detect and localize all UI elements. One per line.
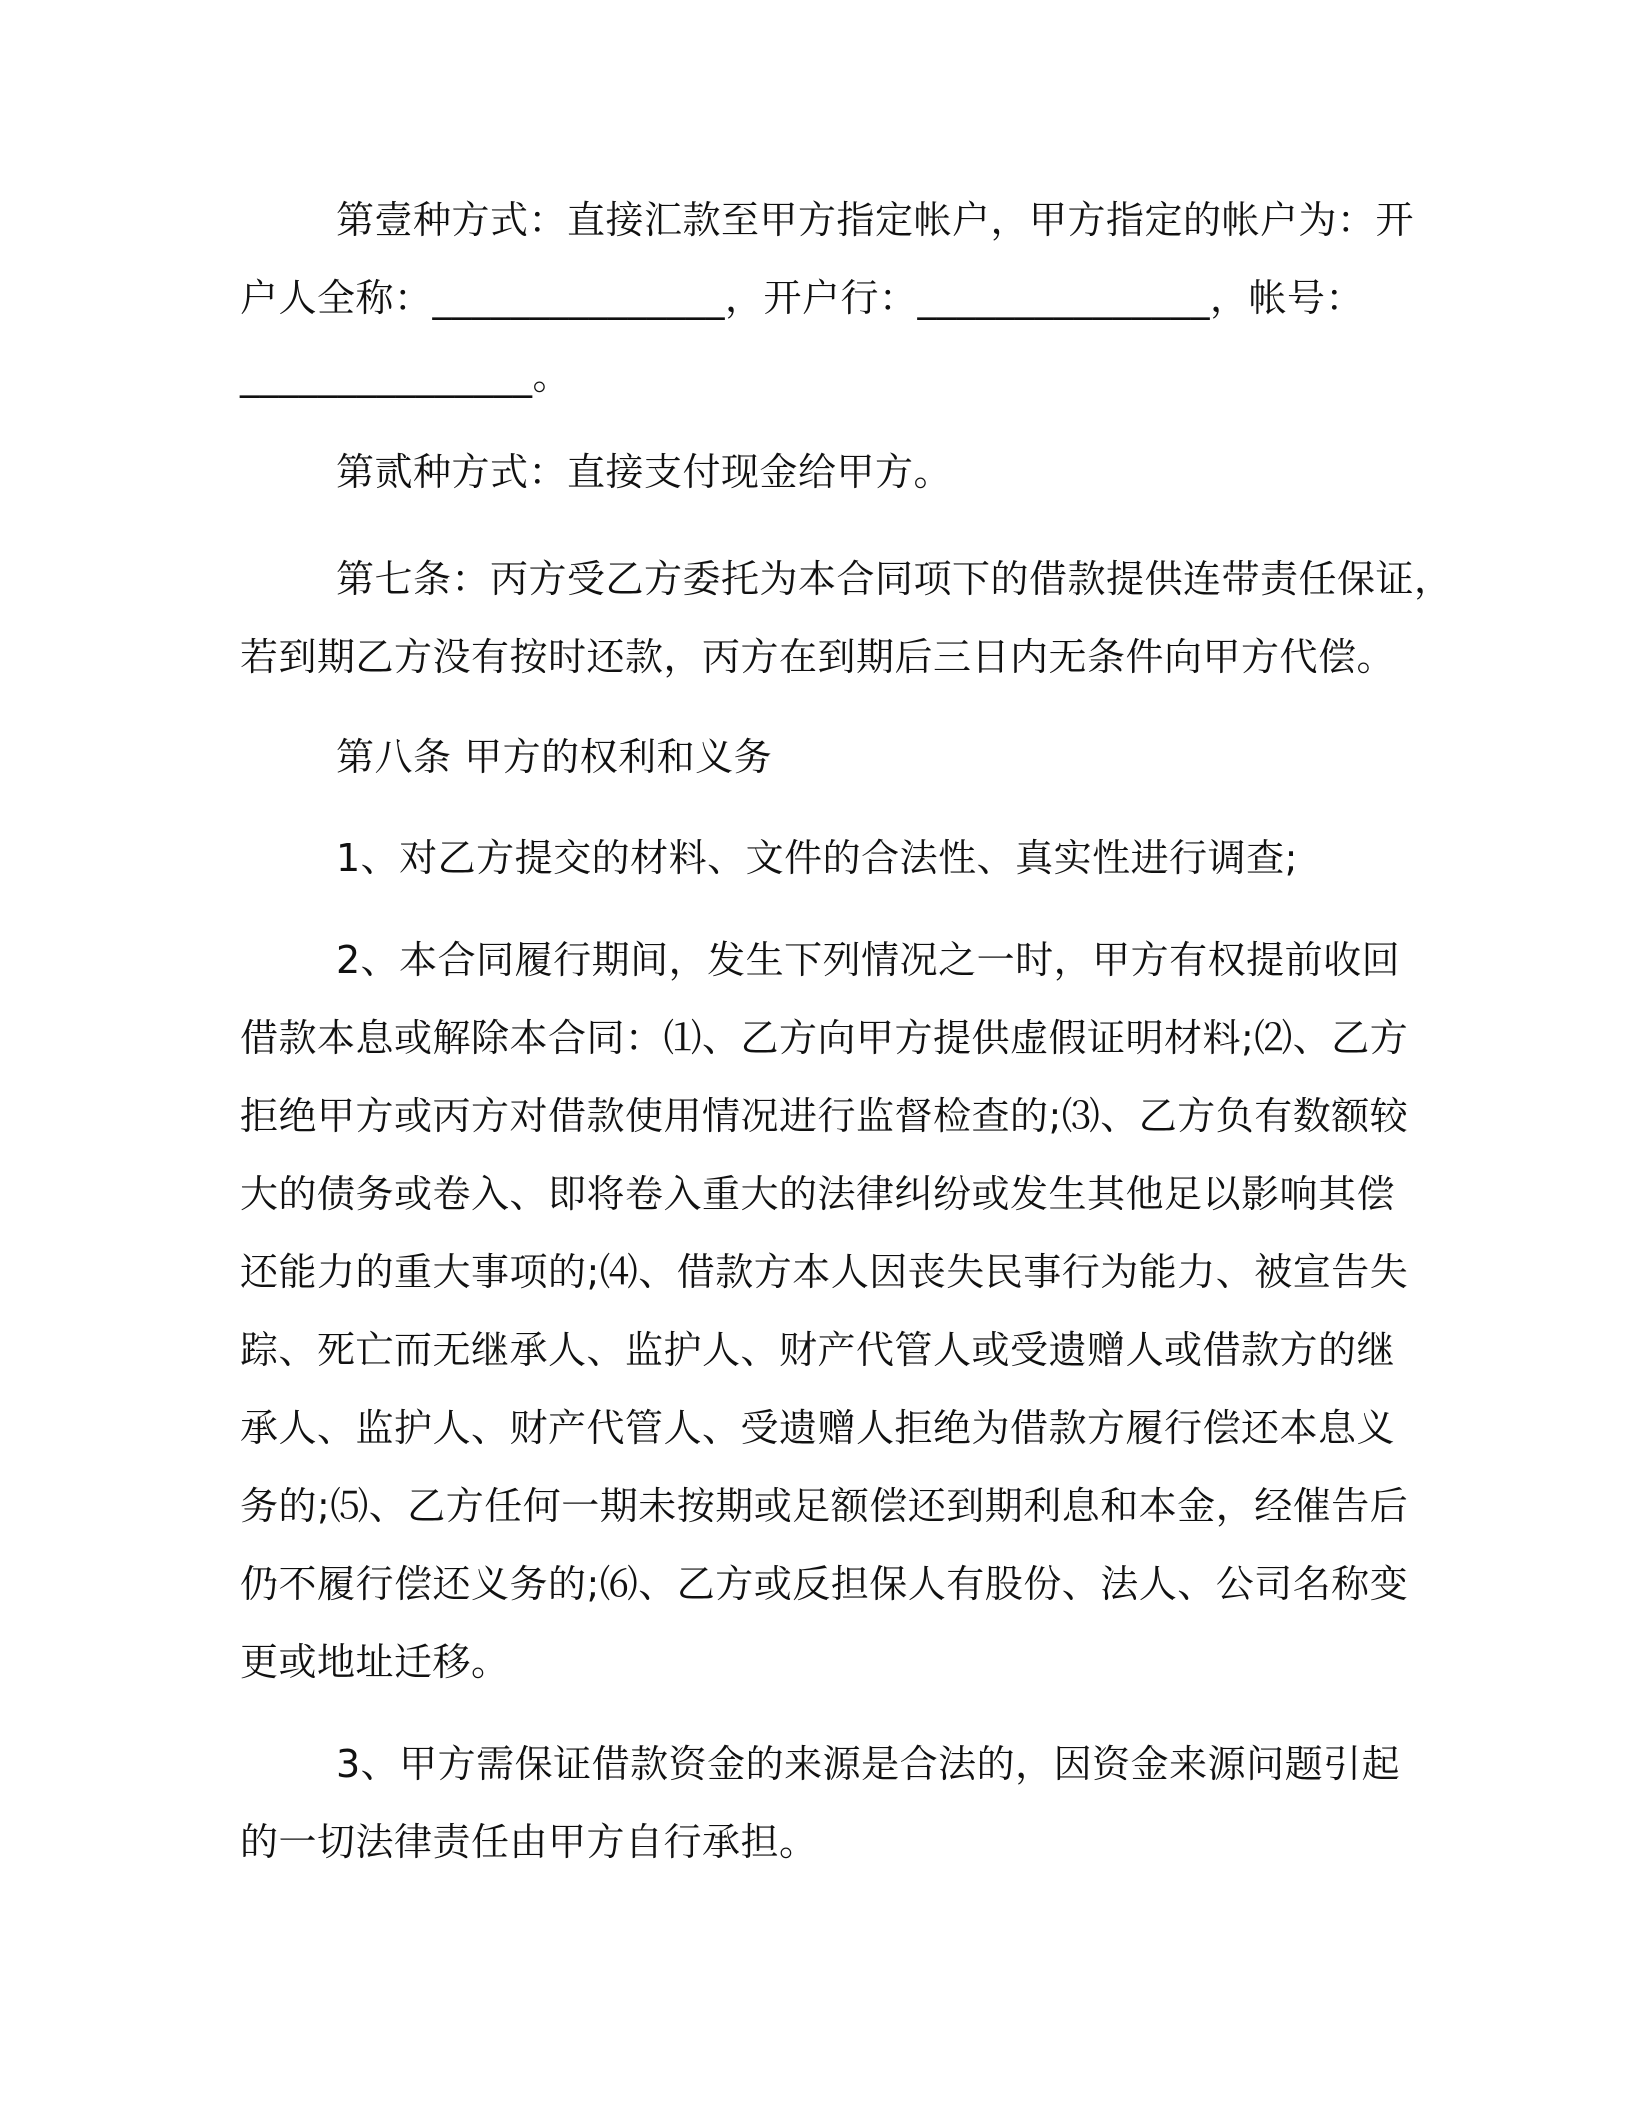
clause-two-line-1: 2、本合同履行期间，发生下列情况之一时，甲方有权提前收回 <box>336 938 1401 982</box>
clause-two-line-9: 仍不履行偿还义务的;⑹、乙方或反担保人有股份、法人、公司名称变 <box>240 1562 1409 1606</box>
clause-three-line-2: 的一切法律责任由甲方自行承担。 <box>240 1820 818 1864</box>
clause-three-line-1: 3、甲方需保证借款资金的来源是合法的，因资金来源问题引起 <box>336 1742 1401 1786</box>
clause-two-line-6: 踪、死亡而无继承人、监护人、财产代管人或受遗赠人或借款方的继 <box>240 1328 1396 1372</box>
payment-method-one-line-1: 第壹种方式：直接汇款至甲方指定帐户，甲方指定的帐户为：开 <box>336 198 1415 242</box>
article-seven-line-1: 第七条：丙方受乙方委托为本合同项下的借款提供连带责任保证， <box>336 557 1453 601</box>
clause-two-line-10: 更或地址迁移。 <box>240 1640 510 1684</box>
clause-two-line-3: 拒绝甲方或丙方对借款使用情况进行监督检查的;⑶、乙方负有数额较 <box>240 1094 1409 1138</box>
payment-method-two: 第贰种方式：直接支付现金给甲方。 <box>336 450 953 494</box>
article-eight-heading: 第八条 甲方的权利和义务 <box>336 735 773 779</box>
clause-two-line-8: 务的;⑸、乙方任何一期未按期或足额偿还到期利息和本金，经催告后 <box>240 1484 1409 1528</box>
clause-one: 1、对乙方提交的材料、文件的合法性、真实性进行调查; <box>336 836 1298 880</box>
clause-two-line-5: 还能力的重大事项的;⑷、借款方本人因丧失民事行为能力、被宣告失 <box>240 1250 1409 1294</box>
clause-two-line-7: 承人、监护人、财产代管人、受遗赠人拒绝为借款方履行偿还本息义 <box>240 1406 1396 1450</box>
clause-two-line-2: 借款本息或解除本合同：⑴、乙方向甲方提供虚假证明材料;⑵、乙方 <box>240 1016 1409 1060</box>
clause-two-line-4: 大的债务或卷入、即将卷入重大的法律纠纷或发生其他足以影响其偿 <box>240 1172 1396 1216</box>
payment-method-one-line-3: _______________。 <box>240 354 572 398</box>
payment-method-one-line-2: 户人全称：_______________，开户行：_______________，帐号： <box>240 276 1365 320</box>
article-seven-line-2: 若到期乙方没有按时还款，丙方在到期后三日内无条件向甲方代偿。 <box>240 635 1396 679</box>
